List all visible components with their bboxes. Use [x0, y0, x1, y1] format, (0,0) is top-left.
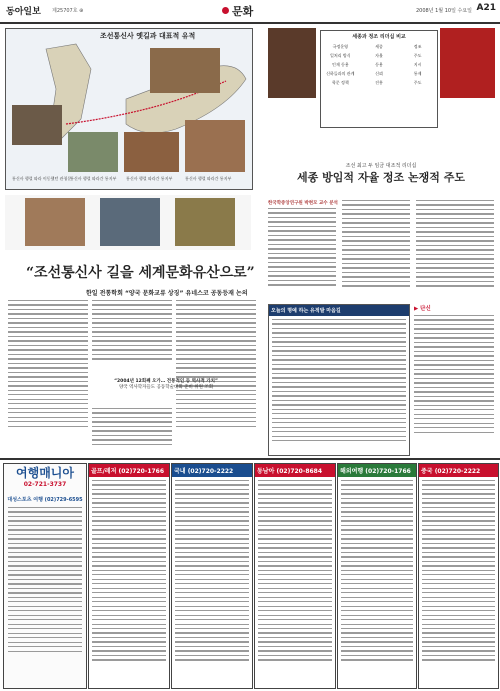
gate-photo	[12, 105, 62, 145]
issue-date: 2008년 1월 10일 수요일	[415, 8, 472, 14]
shrine-photo	[68, 132, 118, 172]
ad-6-name: 중국	[421, 468, 433, 475]
right-story-sub: 조선 최고 두 임금 대조적 리더십	[345, 163, 417, 169]
ad-6-header	[419, 464, 498, 477]
brief-title: ▶ 단신	[414, 306, 431, 312]
photo-strip-2	[100, 198, 160, 246]
right-story-title	[268, 162, 494, 185]
ad-4-phone: (02)720-8684	[276, 468, 323, 475]
table-cell: 주도	[413, 53, 422, 58]
main-body-col-3	[176, 300, 256, 450]
table-cell: 일처리 방식	[330, 53, 351, 58]
table-cell: 등용	[375, 62, 383, 67]
jeongjo-portrait	[440, 28, 495, 98]
table-cell: 신뢰	[375, 71, 383, 76]
right-body-col-1	[268, 208, 336, 298]
page-number: A21	[476, 3, 496, 13]
ad-block-5	[337, 463, 417, 689]
ad-1-name: 여행매니아	[16, 466, 74, 480]
ad-3-phone: (02)720-2222	[187, 468, 234, 475]
ad-block-6	[418, 463, 499, 689]
table-cell: 학문 정책	[331, 80, 349, 85]
ad-1-phone: 02-721-3737	[23, 481, 67, 488]
main-body-col-1	[8, 300, 88, 450]
ad-1-sub: 대성스포츠 여행 (02)729-6595	[7, 497, 83, 503]
castle-photo	[185, 120, 245, 172]
table-cell: 세종	[375, 44, 383, 49]
right-story-byline: 한국학중앙연구원 박현모 교수 분석	[268, 201, 338, 206]
map-caption-3: 통신사 행렬 따라간 통지부	[126, 176, 173, 181]
ad-5-phone: (02)720-1766	[365, 468, 411, 475]
table-cell: 통제	[413, 71, 422, 76]
photo-strip-1	[25, 198, 85, 246]
map-caption-4: 통신사 행렬 따라간 통지부	[185, 176, 232, 181]
table-cell: 진흥	[375, 80, 383, 85]
ad-3-name: 국내	[174, 468, 186, 475]
table-cell: 정조	[413, 44, 422, 49]
section-title: 문화	[232, 5, 254, 18]
ad-block-1	[3, 463, 87, 689]
ad-2-phone: (02)720-1766	[118, 468, 165, 475]
ads-divider	[0, 458, 500, 460]
issue-number: 제25707호 ⊕	[52, 8, 84, 14]
map-caption-1: 통신사 행렬 따라 이동했던 관청문	[12, 176, 72, 181]
main-subhead: 한일 전통학회 “양국 문화교류 상징” 유네스코 공동등재 논의	[86, 290, 248, 297]
ad-block-3	[171, 463, 253, 689]
table-cell: 국정운영	[332, 44, 349, 49]
pavilion-photo	[124, 132, 179, 172]
comparison-table-title: 세종과 정조 리더십 비교	[352, 34, 406, 40]
table-cell: 인재 등용	[331, 62, 349, 67]
map-caption-2: 통신사 행렬 따라간 통지부	[70, 176, 117, 181]
photo-strip	[5, 195, 251, 250]
table-cell: 자율	[375, 53, 383, 58]
main-headline: “조선통신사 길을 세계문화유산으로”	[26, 265, 255, 281]
right-body-col-2	[342, 200, 410, 298]
ad-5-name: 해외여행	[340, 468, 364, 475]
ad-2-header	[89, 464, 169, 477]
ad-6-phone: (02)720-2222	[434, 468, 481, 475]
map-title: 조선통신사 옛길과 대표적 유적	[100, 32, 196, 40]
section-dot-icon	[222, 7, 229, 14]
pull-quote-box	[100, 378, 232, 402]
ad-4-name: 동남아	[257, 468, 275, 475]
ad-2-name: 골프/레저	[91, 468, 117, 475]
comparison-table	[320, 30, 438, 128]
sejong-portrait	[268, 28, 316, 98]
page-header	[0, 0, 500, 24]
right-body-col-3	[416, 200, 494, 298]
table-cell: 신하들과의 관계	[326, 71, 355, 76]
ad-4-header	[255, 464, 335, 477]
pull-quote-line-1: “2004년 12회째 오가… 전통적인 등 역사적 가치”	[114, 379, 218, 384]
main-body-col-2	[92, 300, 172, 370]
table-cell: 지시	[413, 62, 422, 67]
ad-block-4	[254, 463, 336, 689]
feature-box	[268, 304, 410, 456]
temple-photo	[150, 48, 220, 93]
ad-5-header	[338, 464, 416, 477]
pull-quote-line-2: 양국 역사학자들도 공동학술대회 준비 위원 조회	[118, 385, 214, 390]
ad-block-2	[88, 463, 170, 689]
feature-box-title: 오늘의 명예 하는 유적발 마음길	[269, 305, 409, 316]
right-story-headline: 세종 방임적 자율 정조 논쟁적 주도	[297, 171, 465, 184]
main-body-col-2b	[92, 408, 172, 453]
brief-column	[414, 304, 494, 454]
photo-strip-3	[175, 198, 235, 246]
newspaper-logo: 동아일보	[6, 7, 41, 17]
ad-3-header	[172, 464, 252, 477]
table-cell: 주도	[413, 80, 422, 85]
